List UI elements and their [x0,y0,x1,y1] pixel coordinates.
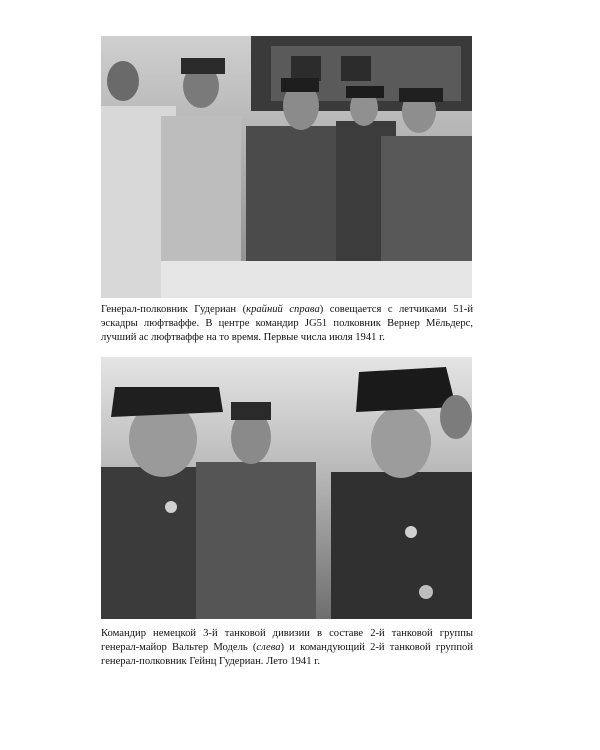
photo-image [101,357,472,619]
photo-image [101,36,472,298]
caption-1-italic: крайний справа [246,304,320,315]
caption-2-text-a: Командир немецкой 3-й танковой дивизии в составе 2-й танковой группы генерал-майор Вальтер Модель ( [101,628,473,653]
caption-1-text-b: ) совещается с летчиками 51-й эскадры люфтваффе. В центре командир JG51 полковник Вернер Мёльдерс, лучший ас люфтваффе на то время. Первые числа июля 1941 г. [101,304,473,343]
caption-1-text-a: Генерал-полковник Гудериан ( [101,304,247,315]
caption-2-text-b: ) и командующий 2-й танковой группой генерал-полковник Гейнц Гудериан. Лето 1941 г. [101,642,473,667]
photo-model-and-guderian [101,357,472,619]
caption-2-italic: слева [256,642,281,653]
photo-officers-with-pilots [101,36,472,298]
photo-caption-1 [101,303,473,345]
photo-caption-2 [101,627,473,669]
